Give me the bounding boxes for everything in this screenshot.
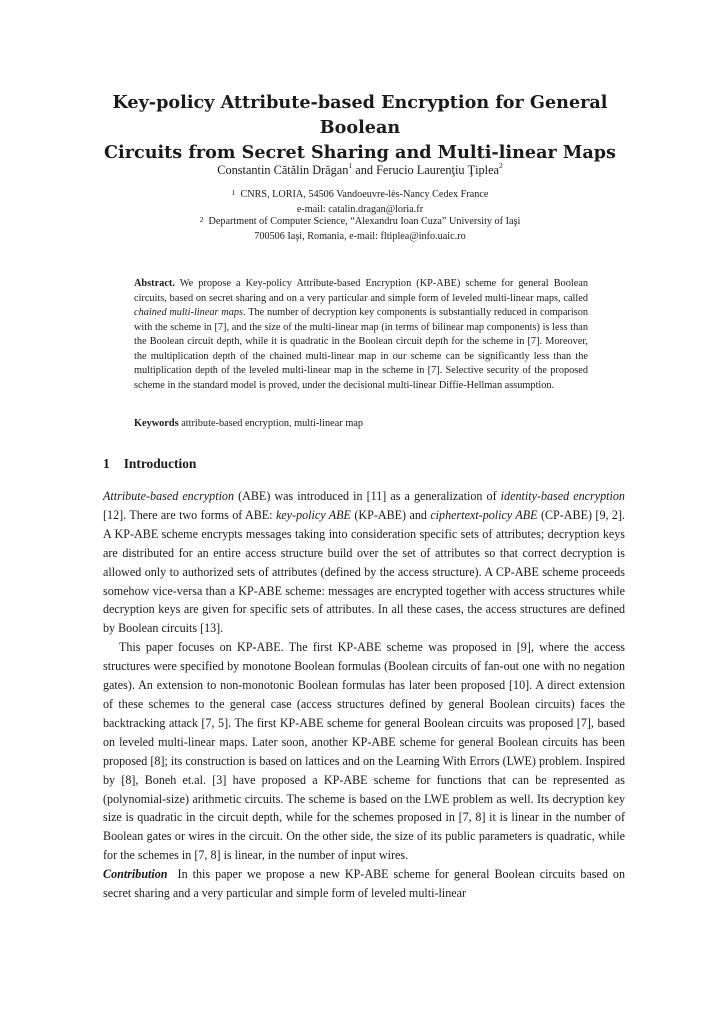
italic-term: Attribute-based encryption [103,489,235,503]
abstract-term: chained multi-linear maps [134,307,244,318]
author-conjunction: and [355,163,373,177]
paragraph-text: (KP-ABE) and [350,507,431,522]
section-number: 1 [103,456,110,471]
affiliation-address: CNRS, LORIA, 54506 Vandoeuvre-lès-Nancy Cedex France [240,189,489,200]
affiliation-email: 700506 Iaşi, Romania, e-mail: fltiplea@info.uaic.ro [254,230,466,242]
author-list [90,163,630,178]
paragraph [103,865,625,903]
author-name: Ferucio Laurenţiu Ţiplea [376,163,499,177]
abstract-text: . The number of decryption key components is substantially reduced in comparison with the scheme in [7], and the size of the multi-linear map (in terms of bilinear map components) is less than the Boolean circuit depth, while it is quadratic in the Boolean circuit depth for the scheme in [7]. Moreover, the multiplication depth of the chained multi-linear map in our scheme can be significantly less than the multiplication depth of the leveled multi-linear map in the scheme in [7]. Selective security of the proposed scheme in the standard model is proved, under the decisional multi-linear Diffie-Hellman assumption. [134,307,588,391]
title-line-2: Circuits from Secret Sharing and Multi-linear Maps [104,142,616,163]
keywords-label: Keywords [134,418,179,429]
affiliation-marker: 2 [499,161,503,170]
italic-term: ciphertext-policy ABE [430,507,538,522]
affiliation-1 [90,188,630,217]
paragraph-text: (ABE) was introduced in [11] as a generalization of [234,489,501,503]
affiliation-number: 1 [231,188,236,197]
section-title: Introduction [123,456,197,471]
run-in-heading: Contribution [103,867,168,882]
author-name: Constantin Cătălin Drăgan [217,163,349,177]
affiliation-address: Department of Computer Science, “Alexandru Ioan Cuza” University of Iaşi [208,216,521,227]
paragraph [103,487,625,638]
affiliation-number: 2 [199,215,204,224]
abstract-text: We propose a Key-policy Attribute-based Encryption (KP-ABE) scheme for general Boolean circuits, based on secret sharing and on a very particular and simple form of leveled multi-linear maps, called [134,278,589,304]
keywords [134,418,588,429]
paragraph-text: [12]. There are two forms of ABE: [103,507,276,522]
abstract-label: Abstract. [134,278,175,289]
italic-term: key-policy ABE [275,507,351,522]
keywords-text: attribute-based encryption, multi-linear map [181,418,364,429]
paper-title [90,90,630,165]
abstract [134,277,588,393]
paragraph: This paper focuses on KP-ABE. The first KP-ABE scheme was proposed in [9], where the access structures were specified by monotone Boolean formulas (Boolean circuits of fan-out one with no negation gates). An extension to non-monotonic Boolean formulas has later been proposed [10]. A direct extension of these schemes to the general case (access structures defined by general Boolean circuits) faces the backtracking attack [7, 5]. The first KP-ABE scheme for general Boolean circuits was proposed [7], based on leveled multi-linear maps. Later soon, another KP-ABE scheme for general Boolean circuits has been proposed [8]; its construction is based on lattices and on the Learning With Errors (LWE) problem. Inspired by [8], Boneh et.al. [3] have proposed a KP-ABE scheme for functions that can be represented as (polynomial-size) arithmetic circuits. The scheme is based on the LWE problem as well. Its decryption key size is quadratic in the circuit depth, while for the schemes proposed in [7, 8] it is linear in the number of Boolean gates or wires in the circuit. On the other side, the size of its public parameters is quadratic, while for the schemes in [7, 8] is linear, in the number of input wires. [103,640,625,863]
affiliation-marker: 1 [348,161,353,170]
affiliation-2 [90,215,630,244]
paragraph-text: In this paper we propose a new KP-ABE scheme for general Boolean circuits based on secret sharing and a very particular and simple form of leveled multi-linear [103,867,625,901]
italic-term: identity-based encryption [500,489,625,503]
title-line-1: Key-policy Attribute-based Encryption for General Boolean [112,92,608,138]
section-heading [103,456,196,472]
paragraph-text: (CP-ABE) [9, 2]. A KP-ABE scheme encrypts messages taking into consideration specific sets of attributes; decryption keys are distributed for an entire access structure build over the set of attributes so that correct decryption is allowed only to authorized sets of attributes (defined by the access structure). A CP-ABE scheme proceeds somehow vice-versa than a KP-ABE scheme: messages are encrypted together with access structures while decryption keys are given for specific sets of attributes. In all these cases, the access structures are defined by Boolean circuits [13]. [103,507,625,636]
body-text [103,487,625,903]
affiliation-email: e-mail: catalin.dragan@loria.fr [296,203,424,215]
